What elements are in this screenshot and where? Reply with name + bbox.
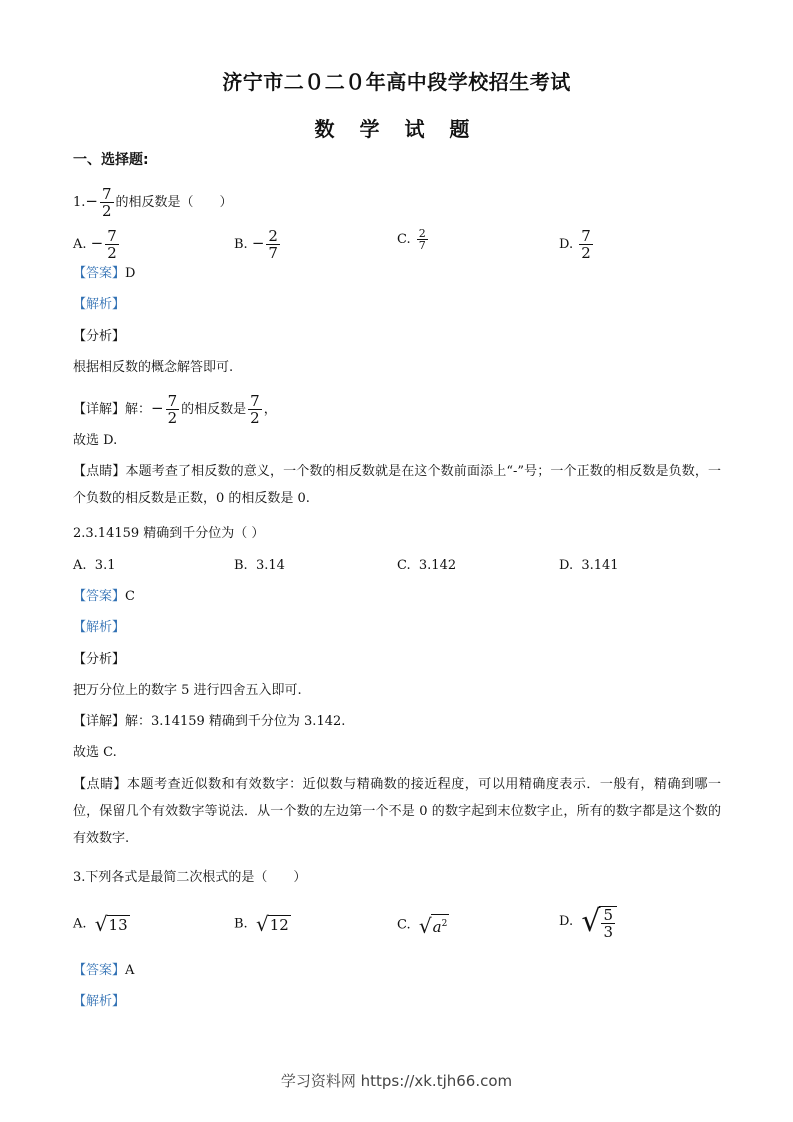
sqrt-expression: √ $\frac{5}{3}$ <box>581 904 617 940</box>
choose-line: 故选 D. <box>73 433 118 448</box>
fraction: $\frac{2}{7}$ <box>268 227 278 262</box>
page-title: 济宁市二０二０年高中段学校招生考试 <box>222 70 571 94</box>
analysis-tag: 【解析】 <box>73 297 126 312</box>
section-heading: 一、选择题: <box>73 152 149 168</box>
answer-line: 【答案】A <box>73 963 135 978</box>
fraction: $\frac{7}{2}$ <box>250 392 260 427</box>
page-subtitle: 数 学 试 题 <box>314 117 479 141</box>
question-number: 1. <box>73 195 86 210</box>
choose-line: 故选 C. <box>73 745 117 760</box>
detail-line: 【详解】解：− $\frac{7}{2}$ 的相反数是 $\frac{7}{2}$ ， <box>73 392 277 427</box>
minus-sign: − <box>85 192 98 210</box>
fraction: $\frac{7}{2}$ <box>167 392 178 427</box>
footer-watermark: 学习资料网 https://xk.tjh66.com <box>280 1072 513 1090</box>
analysis-tag: 【解析】 <box>73 994 126 1009</box>
question-2-stem: 2.3.14159 精确到千分位为（ ） <box>73 526 265 541</box>
option-d: D. √ $\frac{5}{3}$ <box>559 904 617 940</box>
option-c: C. 3.142 <box>397 558 457 573</box>
answer-line: 【答案】C <box>73 589 135 604</box>
option-b: B. − $\frac{2}{7}$ <box>234 227 278 262</box>
analysis-tag: 【解析】 <box>73 620 126 635</box>
fraction: $\frac{7}{2}$ <box>101 185 112 220</box>
comment-paragraph: 【点睛】本题考查近似数和有效数字：近似数与精确数的接近程度，可以用精确度表示．一般有，精确到哪一位，保留几个有效数字等说法．从一个数的左边第一个不是 0 的数字起到末位数字止，所有的数字都是这个数的有效数字. <box>73 777 721 846</box>
option-a: A. √ 13 <box>73 912 128 936</box>
sqrt-expression: √ $a^2$ <box>418 914 448 938</box>
answer-line: 【答案】D <box>73 266 136 281</box>
sqrt-expression: √ 12 <box>255 912 289 936</box>
option-d: D. 3.141 <box>559 558 619 573</box>
option-a: A. 3.1 <box>73 558 116 573</box>
option-d: D. $\frac{7}{2}$ <box>559 227 591 262</box>
fenxi-text: 把万分位上的数字 5 进行四舍五入即可. <box>73 683 302 698</box>
fraction: $\frac{7}{2}$ <box>107 227 117 262</box>
option-b: B. 3.14 <box>234 558 285 573</box>
comment-paragraph: 【点睛】本题考查了相反数的意义，一个数的相反数就是在这个数前面添上“-”号；一个正数的相反数是负数，一个负数的相反数是正数，0 的相反数是 0. <box>73 464 721 506</box>
option-c: C. $\frac{2}{7}$ <box>397 227 426 252</box>
sqrt-expression: √ 13 <box>94 912 128 936</box>
detail-line: 【详解】解：3.14159 精确到千分位为 3.142. <box>73 714 346 729</box>
fraction: $\frac{2}{7}$ <box>418 227 426 252</box>
fenxi-text: 根据相反数的概念解答即可. <box>73 360 234 375</box>
option-b: B. √ 12 <box>234 912 289 936</box>
option-c: C. √ $a^2$ <box>397 914 448 938</box>
fraction: $\frac{7}{2}$ <box>581 227 591 262</box>
option-a: A. − $\frac{7}{2}$ <box>73 227 117 262</box>
question-3-stem: 3.下列各式是最简二次根式的是（ ） <box>73 870 307 885</box>
question-text: 的相反数是（ ） <box>115 195 233 210</box>
question-1-stem <box>73 186 233 219</box>
fenxi-tag: 【分析】 <box>73 329 126 344</box>
fenxi-tag: 【分析】 <box>73 652 126 667</box>
